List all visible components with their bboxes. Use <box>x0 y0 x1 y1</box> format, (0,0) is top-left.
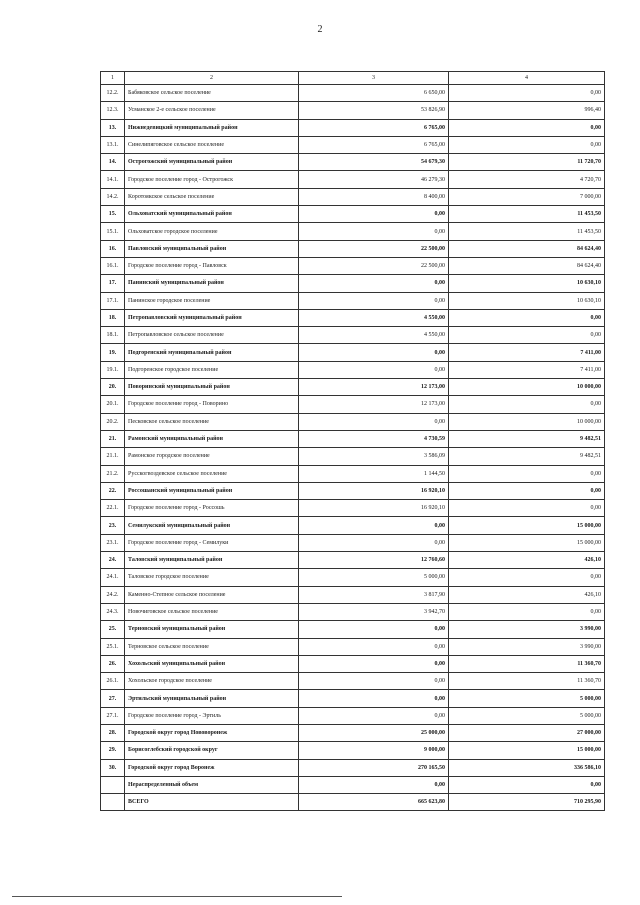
table-row <box>101 361 605 378</box>
table-row <box>101 621 605 638</box>
table-row <box>101 517 605 534</box>
row-name-cell: Рамонское городское поселение <box>125 448 299 465</box>
table-row <box>101 136 605 153</box>
table-row <box>101 638 605 655</box>
row-name-cell: Песковское сельское поселение <box>125 413 299 430</box>
row-name-cell: Городской округ город Воронеж <box>125 759 299 776</box>
table-row <box>101 759 605 776</box>
row-name-cell: Петропавловский муниципальный район <box>125 309 299 326</box>
row-value-col4-cell: 11 360,70 <box>449 655 605 672</box>
row-value-col3-cell: 0,00 <box>299 413 449 430</box>
row-value-col3-cell: 6 765,00 <box>299 136 449 153</box>
row-value-col3-cell: 1 144,50 <box>299 465 449 482</box>
row-value-col3-cell: 0,00 <box>299 690 449 707</box>
row-number-cell: 25.1. <box>101 638 125 655</box>
row-name-cell: Подгоренское городское поселение <box>125 361 299 378</box>
row-value-col4-cell: 0,00 <box>449 119 605 136</box>
table-row <box>101 465 605 482</box>
row-name-cell: Ольховатский муниципальный район <box>125 206 299 223</box>
row-number-cell: 24. <box>101 552 125 569</box>
row-number-cell: 27.1. <box>101 707 125 724</box>
header-col-2: 2 <box>125 72 299 85</box>
row-name-cell: Каменно-Степное сельское поселение <box>125 586 299 603</box>
row-number-cell: 15.1. <box>101 223 125 240</box>
row-value-col4-cell: 710 295,90 <box>449 794 605 811</box>
row-number-cell: 21. <box>101 430 125 447</box>
row-number-cell: 20.1. <box>101 396 125 413</box>
row-name-cell: Панинский муниципальный район <box>125 275 299 292</box>
row-value-col3-cell: 0,00 <box>299 275 449 292</box>
row-name-cell: Терновское сельское поселение <box>125 638 299 655</box>
row-value-col3-cell: 53 826,90 <box>299 102 449 119</box>
table-row <box>101 154 605 171</box>
row-value-col3-cell: 25 000,00 <box>299 724 449 741</box>
row-value-col4-cell: 84 624,40 <box>449 240 605 257</box>
row-name-cell: Острогожский муниципальный район <box>125 154 299 171</box>
row-name-cell: Терновский муниципальный район <box>125 621 299 638</box>
table-row <box>101 655 605 672</box>
row-number-cell: 17. <box>101 275 125 292</box>
row-value-col4-cell: 10 000,00 <box>449 413 605 430</box>
row-value-col4-cell: 11 453,50 <box>449 223 605 240</box>
table-row <box>101 534 605 551</box>
table-row <box>101 171 605 188</box>
row-number-cell: 18. <box>101 309 125 326</box>
row-number-cell: 26.1. <box>101 673 125 690</box>
table-row <box>101 586 605 603</box>
row-value-col4-cell: 27 000,00 <box>449 724 605 741</box>
row-name-cell: Нижнедевицкий муниципальный район <box>125 119 299 136</box>
footer-divider <box>12 896 342 897</box>
table-row <box>101 413 605 430</box>
table-row <box>101 742 605 759</box>
table-row <box>101 102 605 119</box>
row-value-col3-cell: 0,00 <box>299 776 449 793</box>
row-value-col4-cell: 0,00 <box>449 776 605 793</box>
row-name-cell: Петропавловское сельское поселение <box>125 327 299 344</box>
page-number: 2 <box>317 24 323 35</box>
row-number-cell: 24.2. <box>101 586 125 603</box>
row-value-col3-cell: 54 679,30 <box>299 154 449 171</box>
row-value-col4-cell: 10 000,00 <box>449 379 605 396</box>
row-value-col3-cell: 665 623,80 <box>299 794 449 811</box>
row-number-cell: 27. <box>101 690 125 707</box>
row-value-col3-cell: 4 550,00 <box>299 327 449 344</box>
row-name-cell: Россошанский муниципальный район <box>125 482 299 499</box>
row-value-col4-cell: 7 000,00 <box>449 188 605 205</box>
row-number-cell: 20.2. <box>101 413 125 430</box>
row-name-cell: Панинское городское поселение <box>125 292 299 309</box>
table-row <box>101 223 605 240</box>
row-value-col3-cell: 12 173,00 <box>299 396 449 413</box>
row-number-cell: 22. <box>101 482 125 499</box>
row-name-cell: Таловское городское поселение <box>125 569 299 586</box>
row-number-cell: 28. <box>101 724 125 741</box>
table-row <box>101 448 605 465</box>
header-col-4: 4 <box>449 72 605 85</box>
row-name-cell: Семилукский муниципальный район <box>125 517 299 534</box>
row-name-cell: Хохольское городское поселение <box>125 673 299 690</box>
row-number-cell: 19.1. <box>101 361 125 378</box>
table-row <box>101 776 605 793</box>
row-value-col4-cell: 15 000,00 <box>449 742 605 759</box>
row-number-cell: 12.2. <box>101 85 125 102</box>
row-value-col4-cell: 4 720,70 <box>449 171 605 188</box>
row-value-col3-cell: 8 400,00 <box>299 188 449 205</box>
row-value-col3-cell: 0,00 <box>299 534 449 551</box>
row-name-cell: Борисоглебский городской округ <box>125 742 299 759</box>
table-row <box>101 206 605 223</box>
row-number-cell: 14. <box>101 154 125 171</box>
row-value-col4-cell: 7 411,00 <box>449 361 605 378</box>
row-value-col3-cell: 4 730,59 <box>299 430 449 447</box>
row-value-col3-cell: 12 760,60 <box>299 552 449 569</box>
row-value-col3-cell: 0,00 <box>299 655 449 672</box>
row-value-col4-cell: 0,00 <box>449 603 605 620</box>
row-number-cell: 25. <box>101 621 125 638</box>
table-row <box>101 794 605 811</box>
row-value-col4-cell: 3 990,00 <box>449 621 605 638</box>
row-name-cell: Городское поселение город - Павловск <box>125 257 299 274</box>
row-value-col4-cell: 3 990,00 <box>449 638 605 655</box>
row-value-col4-cell: 7 411,00 <box>449 344 605 361</box>
row-value-col3-cell: 5 000,00 <box>299 569 449 586</box>
row-number-cell: 13.1. <box>101 136 125 153</box>
row-name-cell: Бабяковское сельское поселение <box>125 85 299 102</box>
row-value-col4-cell: 11 453,50 <box>449 206 605 223</box>
row-value-col3-cell: 4 550,00 <box>299 309 449 326</box>
header-col-1: 1 <box>101 72 125 85</box>
table-row <box>101 482 605 499</box>
table-row <box>101 690 605 707</box>
row-name-cell: Поворинский муниципальный район <box>125 379 299 396</box>
row-value-col4-cell: 0,00 <box>449 85 605 102</box>
row-number-cell: 24.3. <box>101 603 125 620</box>
row-number-cell: 14.2. <box>101 188 125 205</box>
row-value-col4-cell: 996,40 <box>449 102 605 119</box>
row-name-cell: Хохольский муниципальный район <box>125 655 299 672</box>
row-number-cell: 13. <box>101 119 125 136</box>
table-row <box>101 309 605 326</box>
row-value-col3-cell: 3 942,70 <box>299 603 449 620</box>
table-row <box>101 85 605 102</box>
row-value-col4-cell: 0,00 <box>449 327 605 344</box>
row-name-cell: Городское поселение город - Острогожск <box>125 171 299 188</box>
table-row <box>101 707 605 724</box>
row-value-col3-cell: 22 500,00 <box>299 240 449 257</box>
row-value-col3-cell: 3 817,90 <box>299 586 449 603</box>
row-name-cell: Новочиговское сельское поселение <box>125 603 299 620</box>
row-number-cell: 26. <box>101 655 125 672</box>
row-value-col3-cell: 0,00 <box>299 673 449 690</box>
row-name-cell: Русскогвоздевское сельское поселение <box>125 465 299 482</box>
row-value-col3-cell: 16 920,10 <box>299 482 449 499</box>
table-row <box>101 275 605 292</box>
row-value-col3-cell: 270 165,50 <box>299 759 449 776</box>
table-row <box>101 500 605 517</box>
row-number-cell: 19. <box>101 344 125 361</box>
row-value-col4-cell: 84 624,40 <box>449 257 605 274</box>
row-name-cell: Эртильский муниципальный район <box>125 690 299 707</box>
row-value-col4-cell: 15 000,00 <box>449 534 605 551</box>
row-number-cell: 23. <box>101 517 125 534</box>
row-name-cell: Городской округ город Нововоронеж <box>125 724 299 741</box>
row-value-col3-cell: 0,00 <box>299 344 449 361</box>
table-row <box>101 724 605 741</box>
budget-table <box>100 71 605 811</box>
table-row <box>101 240 605 257</box>
row-value-col3-cell: 0,00 <box>299 638 449 655</box>
row-value-col4-cell: 426,10 <box>449 552 605 569</box>
row-number-cell: 21.1. <box>101 448 125 465</box>
table-header-row <box>101 72 605 85</box>
row-value-col3-cell: 16 920,10 <box>299 500 449 517</box>
row-value-col4-cell: 336 586,10 <box>449 759 605 776</box>
row-number-cell: 16. <box>101 240 125 257</box>
row-name-cell: Усманское 2-е сельское поселение <box>125 102 299 119</box>
row-number-cell <box>101 794 125 811</box>
row-name-cell: Синелипяговское сельское поселение <box>125 136 299 153</box>
row-value-col3-cell: 9 000,00 <box>299 742 449 759</box>
table-row <box>101 552 605 569</box>
row-name-cell: Нераспределенный объем <box>125 776 299 793</box>
table-row <box>101 569 605 586</box>
row-number-cell: 18.1. <box>101 327 125 344</box>
row-number-cell: 12.3. <box>101 102 125 119</box>
row-value-col3-cell: 3 586,09 <box>299 448 449 465</box>
row-name-cell: Городское поселение город - Эртиль <box>125 707 299 724</box>
row-name-cell: Коротоякское сельское поселение <box>125 188 299 205</box>
row-number-cell <box>101 776 125 793</box>
row-value-col4-cell: 10 630,10 <box>449 292 605 309</box>
table-row <box>101 379 605 396</box>
table-row <box>101 603 605 620</box>
row-value-col4-cell: 10 630,10 <box>449 275 605 292</box>
row-number-cell: 21.2. <box>101 465 125 482</box>
table-body <box>101 85 605 811</box>
row-number-cell: 20. <box>101 379 125 396</box>
row-value-col4-cell: 0,00 <box>449 500 605 517</box>
row-value-col3-cell: 6 765,00 <box>299 119 449 136</box>
row-name-cell: Городское поселение город - Россошь <box>125 500 299 517</box>
row-value-col3-cell: 12 173,00 <box>299 379 449 396</box>
row-name-cell: Городское поселение город - Семилуки <box>125 534 299 551</box>
row-value-col4-cell: 0,00 <box>449 465 605 482</box>
table-row <box>101 673 605 690</box>
row-value-col3-cell: 46 279,30 <box>299 171 449 188</box>
row-value-col4-cell: 11 720,70 <box>449 154 605 171</box>
row-name-cell: Ольховатское городское поселение <box>125 223 299 240</box>
row-value-col4-cell: 15 000,00 <box>449 517 605 534</box>
row-number-cell: 16.1. <box>101 257 125 274</box>
row-value-col3-cell: 0,00 <box>299 223 449 240</box>
row-value-col4-cell: 0,00 <box>449 569 605 586</box>
row-number-cell: 14.1. <box>101 171 125 188</box>
row-value-col3-cell: 0,00 <box>299 361 449 378</box>
table-row <box>101 292 605 309</box>
row-number-cell: 15. <box>101 206 125 223</box>
row-value-col4-cell: 9 482,51 <box>449 430 605 447</box>
row-value-col3-cell: 0,00 <box>299 707 449 724</box>
row-name-cell: Рамонский муниципальный район <box>125 430 299 447</box>
row-value-col3-cell: 22 500,00 <box>299 257 449 274</box>
row-name-cell: ВСЕГО <box>125 794 299 811</box>
row-value-col3-cell: 0,00 <box>299 517 449 534</box>
row-number-cell: 17.1. <box>101 292 125 309</box>
row-value-col4-cell: 0,00 <box>449 309 605 326</box>
row-value-col4-cell: 0,00 <box>449 482 605 499</box>
table-row <box>101 344 605 361</box>
table-row <box>101 327 605 344</box>
row-value-col4-cell: 11 360,70 <box>449 673 605 690</box>
row-name-cell: Городское поселение город - Поворино <box>125 396 299 413</box>
table-row <box>101 257 605 274</box>
table-row <box>101 396 605 413</box>
row-number-cell: 23.1. <box>101 534 125 551</box>
row-value-col4-cell: 426,10 <box>449 586 605 603</box>
row-number-cell: 30. <box>101 759 125 776</box>
row-value-col4-cell: 5 000,00 <box>449 690 605 707</box>
row-name-cell: Павловский муниципальный район <box>125 240 299 257</box>
row-name-cell: Подгоренский муниципальный район <box>125 344 299 361</box>
row-value-col4-cell: 9 482,51 <box>449 448 605 465</box>
row-value-col3-cell: 0,00 <box>299 206 449 223</box>
row-name-cell: Таловский муниципальный район <box>125 552 299 569</box>
row-value-col3-cell: 6 650,00 <box>299 85 449 102</box>
row-value-col4-cell: 0,00 <box>449 136 605 153</box>
row-value-col4-cell: 5 000,00 <box>449 707 605 724</box>
table-row <box>101 430 605 447</box>
table-row <box>101 119 605 136</box>
row-number-cell: 29. <box>101 742 125 759</box>
row-value-col4-cell: 0,00 <box>449 396 605 413</box>
row-value-col3-cell: 0,00 <box>299 292 449 309</box>
row-number-cell: 24.1. <box>101 569 125 586</box>
row-value-col3-cell: 0,00 <box>299 621 449 638</box>
table-row <box>101 188 605 205</box>
header-col-3: 3 <box>299 72 449 85</box>
row-number-cell: 22.1. <box>101 500 125 517</box>
